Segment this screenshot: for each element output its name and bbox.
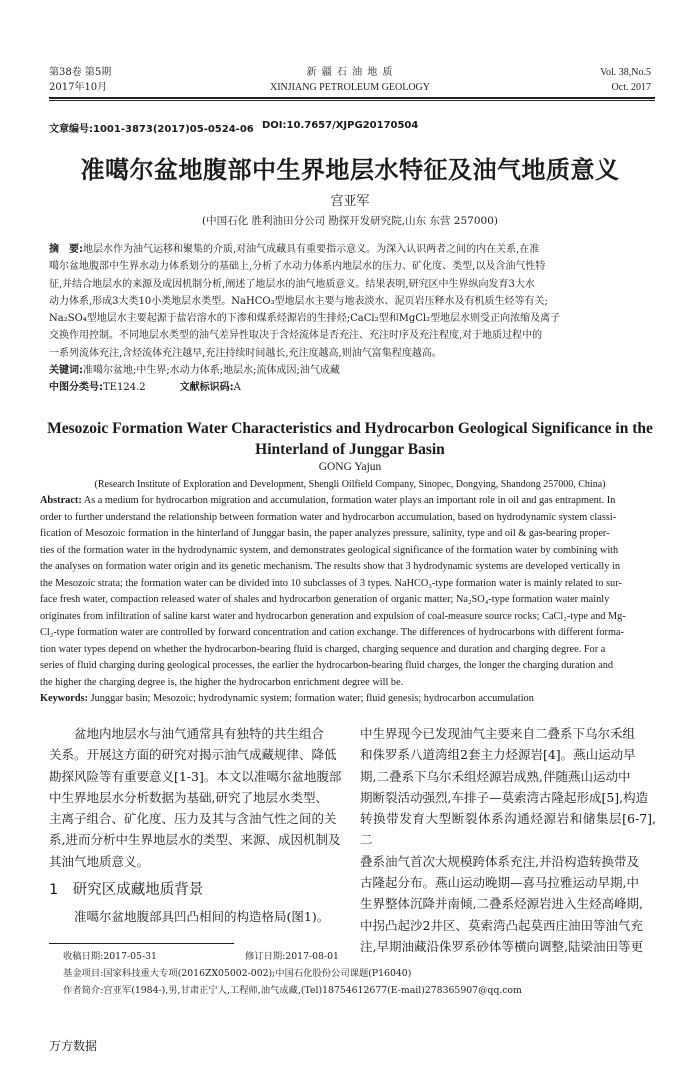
abstract-cn-line: 动力体系,形成3大类10小类地层水类型。NaHCO₃型地层水主要与地表淡水、泥页岩压释水及有机质生烃等有关; xyxy=(49,295,548,307)
abstract-en-line: the analyses on formation water origin and its genetic mechanism. The results show that 3 hydrodynamic systems are developed vertically in xyxy=(40,561,620,572)
abstract-cn-line: 一系列流体充注,含烃流体充注越早,充注持续时间越长,充注度越高,则油气富集程度越高。 xyxy=(49,347,442,359)
body-line: 和侏罗系八道湾组2套主力烃源岩[4]。燕山运动早 xyxy=(360,747,636,763)
keywords-cn: 关键词:准噶尔盆地;中生界;水动力体系;地层水;流体成因;油气成藏 xyxy=(49,365,340,377)
footnote-rule xyxy=(49,943,234,944)
abstract-cn-line: 摘 要:地层水作为油气运移和聚集的介质,对油气成藏具有重要指示意义。为深入认识两者之间的内在关系,在准 xyxy=(49,244,540,255)
affiliation-cn: (中国石化 胜利油田分公司 勘探开发研究院,山东 东营 257000) xyxy=(202,215,498,227)
body-line: 期,二叠系下乌尔禾组烃源岩成熟,伴随燕山运动中 xyxy=(360,768,631,784)
keywords-en: Keywords: Junggar basin; Mesozoic; hydrodynamic system; formation water; fluid genesis; hydrocarbon accumulation xyxy=(40,693,534,704)
abstract-cn xyxy=(49,241,655,397)
section-heading: 1 研究区成藏地质背景 xyxy=(49,882,204,899)
body-line: 系,进而分析中生界地层水的类型、来源、成因机制及 xyxy=(49,832,341,848)
journal-name-cn: 新 疆 石 油 地 质 xyxy=(306,67,394,78)
abstract-cn-line: 交换作用控制。不同地层水类型的油气差异性取决于含烃流体是否充注、充注时序及充注程度,对于地质过程中的 xyxy=(49,330,543,342)
doi: DOI:10.7657/XJPG20170504 xyxy=(262,120,419,131)
abstract-en xyxy=(40,493,660,708)
body-line: 中拐凸起沙2井区、莫索湾凸起莫西庄油田等油气充 xyxy=(360,917,643,933)
abstract-en-line: ties of the formation water in the hydrodynamic system, and demonstrates geological significance of the formation water by combining with xyxy=(40,544,619,556)
footnote-fund: 基金项目:国家科技重大专项(2016ZX05002-002);中国石化股份公司课题(P16040) xyxy=(63,968,412,979)
journal-date-en: Oct. 2017 xyxy=(611,82,651,93)
body-line: 勘探风险等有重要意义[1-3]。本文以准噶尔盆地腹部 xyxy=(49,768,342,784)
body-line: 叠系油气首次大规模跨体系充注,并沿构造转换带及 xyxy=(360,853,639,869)
abstract-en-line: originates from infiltration of saline karst water and hydrocarbon generation and expulsion of coal-measure source rocks; CaCl₂-type and Mg- xyxy=(40,610,626,622)
abstract-en-line: order to further understand the relationship between formation water and hydrocarbon accumulation, based on hydrodynamic system classi- xyxy=(40,511,617,523)
abstract-en-line: the Mesozoic strata; the formation water can be divided into 10 subclasses of 3 types. NaHCO₃-type formation water is mainly related to sur- xyxy=(40,577,622,589)
body-line: 主离子组合、矿化度、压力及其与含油气性之间的关 xyxy=(49,811,337,827)
abstract-en-line: Abstract: As a medium for hydrocarbon migration and accumulation, formation water plays an important role in oil and gas entrapment. In xyxy=(40,495,616,506)
body-line: 盆地内地层水与油气通常具有独特的共生组合 xyxy=(49,726,325,741)
body-right-column xyxy=(360,723,656,957)
footnote-author-bio: 作者简介:宫亚军(1984-),男,甘肃正宁人,工程师,油气成藏,(Tel)18754612677(E-mail)278365907@qq.com xyxy=(63,985,522,996)
abstract-en-line: the higher the charging degree is, the higher the hydrocarbon enrichment degree will be. xyxy=(40,676,404,688)
author-en: GONG Yajun xyxy=(318,461,382,473)
body-line: 中生界现今已发现油气主要来自二叠系下乌尔禾组 xyxy=(360,726,636,741)
abstract-en-line: Cl₂-type formation water are controlled by forward concentration and cation exchange. The differences of hydrocarbons with different forma- xyxy=(40,627,624,638)
footnote-revised: 修订日期:2017-08-01 xyxy=(245,951,339,962)
author-cn: 宫亚军 xyxy=(330,194,370,209)
journal-name-en: XINJIANG PETROLEUM GEOLOGY xyxy=(270,82,430,93)
classification-cn: 中图分类号:TE124.2 文献标识码:A xyxy=(49,382,241,394)
body-line: 准噶尔盆地腹部具凹凸相间的构造格局(图1)。 xyxy=(49,909,330,925)
abstract-cn-label: 摘 要: xyxy=(49,244,83,255)
abstract-cn-line: 征,并结合地层水的来源及成因机制分析,阐述了地层水的油气地质意义。结果表明,研究区中生界纵向发育3大水 xyxy=(49,278,535,290)
body-left-column xyxy=(49,723,342,928)
journal-volume-en: Vol. 38,No.5 xyxy=(600,67,651,78)
article-number: 文章编号:1001-3873(2017)05-0524-06 xyxy=(49,124,254,135)
abstract-cn-line: Na₂SO₄型地层水主要起源于盐岩溶水的下渗和煤系烃源岩的生排烃;CaCl₂型和MgCl₂型地层水则受正向浓缩及离子 xyxy=(49,313,561,325)
title-en: Mesozoic Formation Water Characteristics and Hydrocarbon Geological Significance in the Hinterland of Junggar Basin xyxy=(47,420,653,458)
watermark-text: 万方数据 xyxy=(49,1039,98,1053)
abstract-en-line: series of fluid charging during geological processes, the earlier the hydrocarbon-bearing fluid charges, the longer the charging duration and xyxy=(40,660,614,671)
journal-date: 2017年10月 xyxy=(49,82,108,93)
footnote-received: 收稿日期:2017-05-31 xyxy=(63,951,157,962)
abstract-en-line: face fresh water, compaction released water of shales and hydrocarbon generation of organic matter; Na₂SO₄-type formation water mainly xyxy=(40,594,610,605)
title-cn: 准噶尔盆地腹部中生界地层水特征及油气地质意义 xyxy=(80,156,620,184)
abstract-en-label: Abstract: xyxy=(40,495,82,506)
body-line: 注,早期油藏沿侏罗系砂体等横向调整,陆梁油田等更 xyxy=(360,938,643,954)
body-line: 转换带发育大型断裂体系沟通烃源岩和储集层[6-7],二 xyxy=(360,811,656,848)
header-rule-thin xyxy=(49,100,655,101)
body-line: 期断裂活动强烈,车排子—莫索湾古隆起形成[5],构造 xyxy=(360,789,649,805)
body-line: 生界整体沉降并南倾,二叠系烃源岩进入生烃高峰期, xyxy=(360,896,643,912)
abstract-en-line: tion water types depend on whether the hydrocarbon-bearing fluid is charged, charging sequence and duration and charging degree. For a xyxy=(40,643,606,655)
header-rule-thick xyxy=(49,97,655,99)
abstract-cn-line: 噶尔盆地腹部中生界水动力体系划分的基础上,分析了水动力体系内地层水的压力、矿化度、类型,以及含油气性特 xyxy=(49,261,546,273)
journal-volume-issue: 第38卷 第5期 xyxy=(49,67,112,78)
body-line: 其油气地质意义。 xyxy=(49,853,150,869)
body-line: 中生界地层水分析数据为基础,研究了地层水类型、 xyxy=(49,789,328,805)
body-line: 关系。开展这方面的研究对揭示油气成藏规律、降低 xyxy=(49,747,337,763)
abstract-en-line: fication of Mesozoic formation in the hinterland of Junggar basin, the paper analyzes pressure, salinity, type and oil & gas-bearing proper- xyxy=(40,528,610,539)
body-line: 古隆起分布。燕山运动晚期—喜马拉雅运动早期,中 xyxy=(360,875,639,891)
affiliation-en: (Research Institute of Exploration and Development, Shengli Oilfield Company, Sinopec, Dongying, Shandong 257000, China) xyxy=(94,479,606,490)
